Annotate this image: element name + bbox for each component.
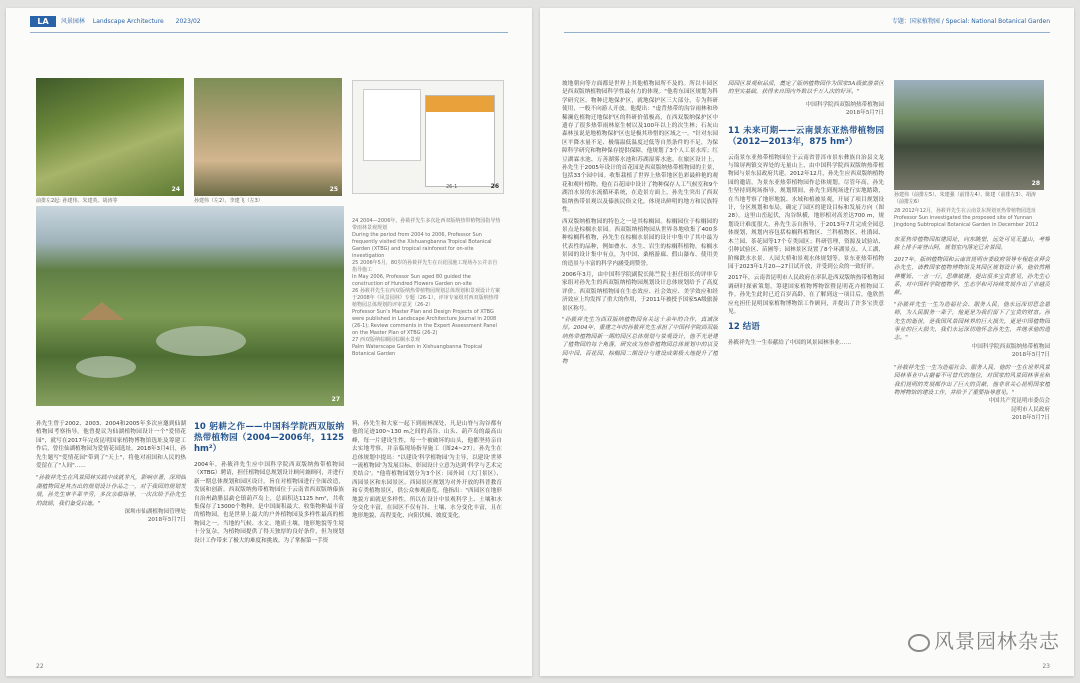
caption-cn-27: 27 西双版纳棕榈园棕榈水景观 [352,337,420,343]
brand-name: 风景园林 [60,18,85,25]
signature-org-2: 中国共产党昆明市委员会 [988,398,1050,405]
signature-org-3: 昆明市人民政府 [1010,406,1050,413]
caption-cn-24: 24 2004—2006年，孙筱祥先生多次赴西双版纳热带植物园指导热带雨林景观规划 [352,218,501,231]
quote-block: "孙筱祥先生在风景园林实践中成就非凡，影响卓著，深圳仙湖植物园是其杰出的规划设计作品之一，对于我园的规划发展，孙先生审半辈辛劳，多次亲临指导，一次次给予孙先生的鼓励，我们备受启迪。" [36,475,186,507]
photo-26-documents [352,80,504,194]
signature-date-2: 2018年5月7日 [1011,415,1050,422]
left-column-2 [194,420,344,660]
section-name: Landscape Architecture [92,18,164,25]
body-text-3: 孙筱祥先生一生奉献给了中国的风景园林事业…… [728,340,852,347]
body-text: 孙先生曾于2002、2003、2004和2005年多次应邀到仙湖植物园考察指导。他曾提议为仙湖植物园设计一个"爱情花园"，就写在2017年完成昆明国家植物博物馆选址及筹建工作后，曾往仙湖植物园为爱情花园选址。2018年3月4日，孙先生题写"爱情花园"带到了"天上"，将他对祖国和人民的热爱留在了"人间"…… [36,421,186,470]
page-number-left: 22 [36,663,44,670]
caption-en-28: Professor Sun investigated the proposed site of Yunnan Jingdong Subtropical Botanical Garden in December 2012 [894,215,1039,228]
quote-block: "孙筱祥先生为西双版纳植物园有关这十余年的合作，真诚深厚。2004年，重建之年的孙筱祥先生承担了中国科学院西双版纳热带植物园新一期的园区总体规划与景观设计，他不光是建了植物园的每个角落，研究成为热带植物园总体规划中的以及园中园、百花园、棕榈园二期设计与建设成果极大地提升了植物 [562,316,718,365]
photo-number: 28 [1031,180,1040,187]
magazine-logo: LA [30,16,56,27]
caption-cn-28: 28 2012年12月，孙筱祥先生在云南景东规划亚热带植物园选址 [894,208,1037,214]
photo-24-caption: 前排左2起: 孙建伟、朱建英、胡涛等 [36,198,118,204]
left-column-3 [352,420,502,660]
photo-28-group [894,80,1044,190]
signature-org: 中国科学院西双版纳热带植物园 [805,101,884,108]
right-page [540,8,1074,676]
body-text-2: 2017年，版纳植物园和云南省昆明市委政府领导专程赴京拜会孙先生，请教国家植物博物馆及其园区规划设计事，他依然精神矍铄，一言一行，思维敏捷，提出很多宝贵意见，孙先生心系，对中国科学院植物学、生态学和可持续发展作出了卓越贡献。 [894,256,1050,297]
photo-27-aerial-garden [36,206,344,406]
caption-cn-25: 25 2006年5月，80岁的孙筱祥先生在百花园施工现场办公并亲自指导施工 [352,260,498,273]
quote-block-2: "孙筱祥先生一生为造福社会、服务人民，他的一生在世界风景园林事业中占据着不可替代的地位，对国家的风景园林事业和我们昆明的发展都作出了巨大的贡献，他非常关心昆明国家植物博物馆的建设工作，并给予了重要指导意见。" [894,364,1050,396]
watermark [908,625,1060,654]
section-title-10: 10 躬耕之作——中国科学院西双版纳热带植物园（2004—2006年，1125 hm²） [194,422,344,454]
body-text: 坡地朝向等方面都是世界上其他植物园所不及的。所以丰园区是西双版纳植物园科学性最有力的体现。"他将东园区规划为科学研究区、物种迁地保护区，就地保护区三大部分，专为科研使用，一般不向游人开放。他提出："虚背热带的沟谷雨林和珍稀濒危植物迁地保护区的科研价值极高，在西双版纳保护区中遗存了很多热带雨林原生树以及100年以上的次生林；石灰山森林虽说是地植物保护区也是极其珍惜的区域之一。"针对东园区平降水量不足、极端温低温度过低等自然条件的不足，为保障科学研究和物种保存提供保障，他规划了3个人工景水库；红豆湖霖水池、万善湖雾水池和苏湖湿雾水池。在旅区设计上，孙先生于2005年设计的首花园是西双版纳热带植物园的主景，包括33个园中园。收集栽植了世界上热带地区色彩最鲜艳的观花和观叶植物。他在百花园中设计了物种保存人工气候室和9个湖泊水景的水流循环系统，在造景方面上，孙先生突出了西双版纳热带景观以及傣族民俗文化，体现出鲜明的地方和民族特性。 [562,81,718,214]
photo-number: 25 [329,186,338,193]
header-left [30,16,201,27]
signature-org-1: 中国科学院西双版纳热带植物园 [971,343,1050,350]
body-text: 料，孙先生和大家一起下到雨林深处，凡是山脊与沟谷都有他的足迹100~130 m之间的高谷、山头、葫芦岛的最高山峰，每一片建设生性，每一个被破坏的山头，他都坚持亲自去实地考察，并亲临现场指导施工（图24~27）。孙先生在总体规划中提出："以建设'科学植物园'为主导，以建设'世界一流植物园'为发展目标，彰园设计立意为达到'科学与艺术完美结合'。"他将植物园划分为3个区：园外园（大门景区）、西园景区和东园景区。西园景区规划为对外开放的科普教育和专类植物景区，供公众参观游览。他指出："西园区在地形地貌方面就是多样性，所以在设计中景观科学上、土壤和水分交化丰富，在园区不仅有谷、土壤、水分变化丰富，且在地形地貌、高程变化、向阳伏倾、坡度变化。 [352,421,502,520]
quote-block-1: "孙筱祥先生一生为造福社会、服务人民，他永远深切思念恩师，为人民服务一辈子，他更是为我们留下了宝贵的财富。孙先生的逝世，是我国风景园林界的巨大损失，更是中国植物园事业的巨大损失，我们永远深切地怀念孙先生，并继承他的遗志。" [894,301,1050,342]
signature-date: 2018年5月7日 [147,517,186,524]
caption-en-26: Professor Sun's Master Plan and Design Projects of XTBG were published in Landscape Architecture Journal in 2008 (26-1); Review comments in the Expert Assessment Panel on the Master Plan of XTBG (26-2) [352,309,497,336]
signature-date-1: 2018年5月7日 [1011,352,1050,359]
body-text: 东亚热带植物园拟建园址，向东眺望，远处可见无量山，考察路上排手寄登山阿，规划室内落定已舍景园。 [894,237,1050,252]
issue-number: 2023/02 [175,18,201,25]
left-column-1 [36,420,186,660]
caption-en-25: In May 2006, Professor Sun aged 80 guided the construction of Hundred Flowers Garden on-site [352,274,472,287]
header-rule [564,32,1050,33]
section-title-12: 12 结语 [728,322,760,333]
right-column-3 [894,236,1050,616]
document-cover-1 [363,89,421,161]
caption-en-24: During the period from 2004 to 2006, Professor Sun frequently visited the Xishuangbanna Tropical Botanical Garden (XTBG) and tropical rainforest for on-site investigation [352,232,492,259]
figure-captions-left [352,218,502,358]
caption-cn-26: 26 孙筱祥先生在西双版纳热带植物园规划总体规划和景观设计方案于2008年《风景园林》专题（26-1），评审专家组对西双版纳热带植物园总体规划的评审意见（26-2） [352,288,500,308]
header-rule [30,32,508,33]
photo-number: 24 [171,186,180,193]
watermark-text: 风景园林杂志 [934,629,1060,653]
photo-28-caption: 孙建伟（前排左5）、朱建强（前排左4）、陈建（前排左3）、胡涛（前排左6） [894,192,1037,205]
quote-continued: 园园区景观和品质，奠定了版纳植物园作为国家5A级旅游景区的坚实基础，获得来自国内外数以千万人次的好评。" [728,81,884,96]
figure-captions-right [894,208,1044,229]
header-right: 专题：国家植物园 / Special: National Botanical Garden [891,18,1050,25]
document-cover-2 [425,95,495,187]
photo-25 [194,78,342,196]
photo-25-caption: 孙建伟（左2）、李建飞（左3） [194,198,263,204]
right-column-2 [728,80,884,670]
body-text: 云南景东亚热带植物园位于云南省普洱市景东彝族自治县文龙与锦屏两镇交界处的无量山上，由中国科学院西双版纳热带植物园与景东县政府共建。2012年12月，孙先生应西双版纳植物园的邀请，为景东亚热带植物园作总体规划。尽管年高，孙先生坚持到现场指导，规划期间，孙先生到现场进行实地踏勘，在当地考察了地形地貌、水域和植被景观，开展了项目规划设计，分区规划和布局，确定了园区的建设目标和发展方向（图28）。这里山峦起伏，沟谷纵横，地形相对高差达700 m，规划设计难度很大。孙先生亲自指导，于2013年7月完成全园总体规划，规划内容包括棕榈科植物区、兰科植物区、杜鹃园、木兰园、茶花园等17个专类园区；科研管理，资源及试验站、引种试验区、苗圃等；园林景区设置了8个环湖景点、人工湖、阶梯跌水水景、人园大桥和景观水体规划等。景东亚热带植物园于2023年1月20—27日试开放，并受到公众的一致好评。 [728,154,884,270]
caption-en-27: Palm Waterscape Garden in Xishuangbanna Tropical Botanical Garden [352,344,483,357]
left-page [6,8,532,676]
body-text-2: 西双版纳植物园的特色之一是其棕榈园。棕榈园位于棕榈园的景点是棕榈水景园。西双版纳植物园从世界各地收集了400多种棕榈科植物，孙先生在棕榈水景园的设计中集中了其中最为代表性的品种，例如叠水、水生、岩生的棕榈科植物，棕榈水景园的设计集中有点，为中国、桑榕游廊、假山瀑布、使用美的造景与丰富的科学内涵受到赞誉。 [562,218,718,267]
page-number-right: 23 [1042,663,1050,670]
section-title-11: 11 未来可期——云南景东亚热带植物园（2012—2013年，875 hm²） [728,125,884,147]
photo-26-label: 26-1 [446,184,458,190]
photo-number: 26 [490,183,499,190]
body-text-3: 2006年3月，由中国科学院副院长陈竺院士担任组长的评审专家组对孙先生的西双版纳植物园规划设计总体规划给予了高度评价。西双版纳植物园在生态效应、社会效应、美学效应和经济效应上均发挥了重大的作用，于2011年被授予国家5A级旅游景区称号。 [562,271,718,312]
signature-org: 深圳市仙湖植物园管理处 [124,509,186,516]
right-column-1 [562,80,718,670]
photo-number: 27 [331,396,340,403]
wechat-icon [908,634,930,652]
body-text-2: 2017年，云南省昆明市人民政府在率队赴西双版纳热带植物园调研时探索策划，筹建国家植物博物馆暨昆明花卉植物园工作。孙先生此时已近百岁高龄，在了解到这一项目后，他欣然应允担任昆明国家植物博物馆工作顾问，并提出了许多宝贵意见。 [728,275,884,315]
photo-24 [36,78,184,196]
signature-date: 2018年5月7日 [845,110,884,117]
body-text: 2004年，孙筱祥先生应中国科学院西双版纳热带植物园（XTBG）聘请，担任植物园总规划设计顾问兼顾问，并进行新一期总体规划和园区设计。旨在对植物园进行全面改造，发展和创新。西双版纳热带植物园位于云南省西双版纳傣族自治州勐腊县勐仑镇葫芦岛上，总面积达1125 hm²，共收集保存了13000个物种，是中国面积最大、收集物种最丰富的植物园，也是世界上最大的户外植物园及多样性最高的植物园之一。当地的气候、水文、地质土壤，地形地貌等生境十分复杂，为植物园提供了得天独厚的良好条件，但为规划设计工作带来了极大的难度和挑战。为了掌握第一手资 [194,462,344,544]
